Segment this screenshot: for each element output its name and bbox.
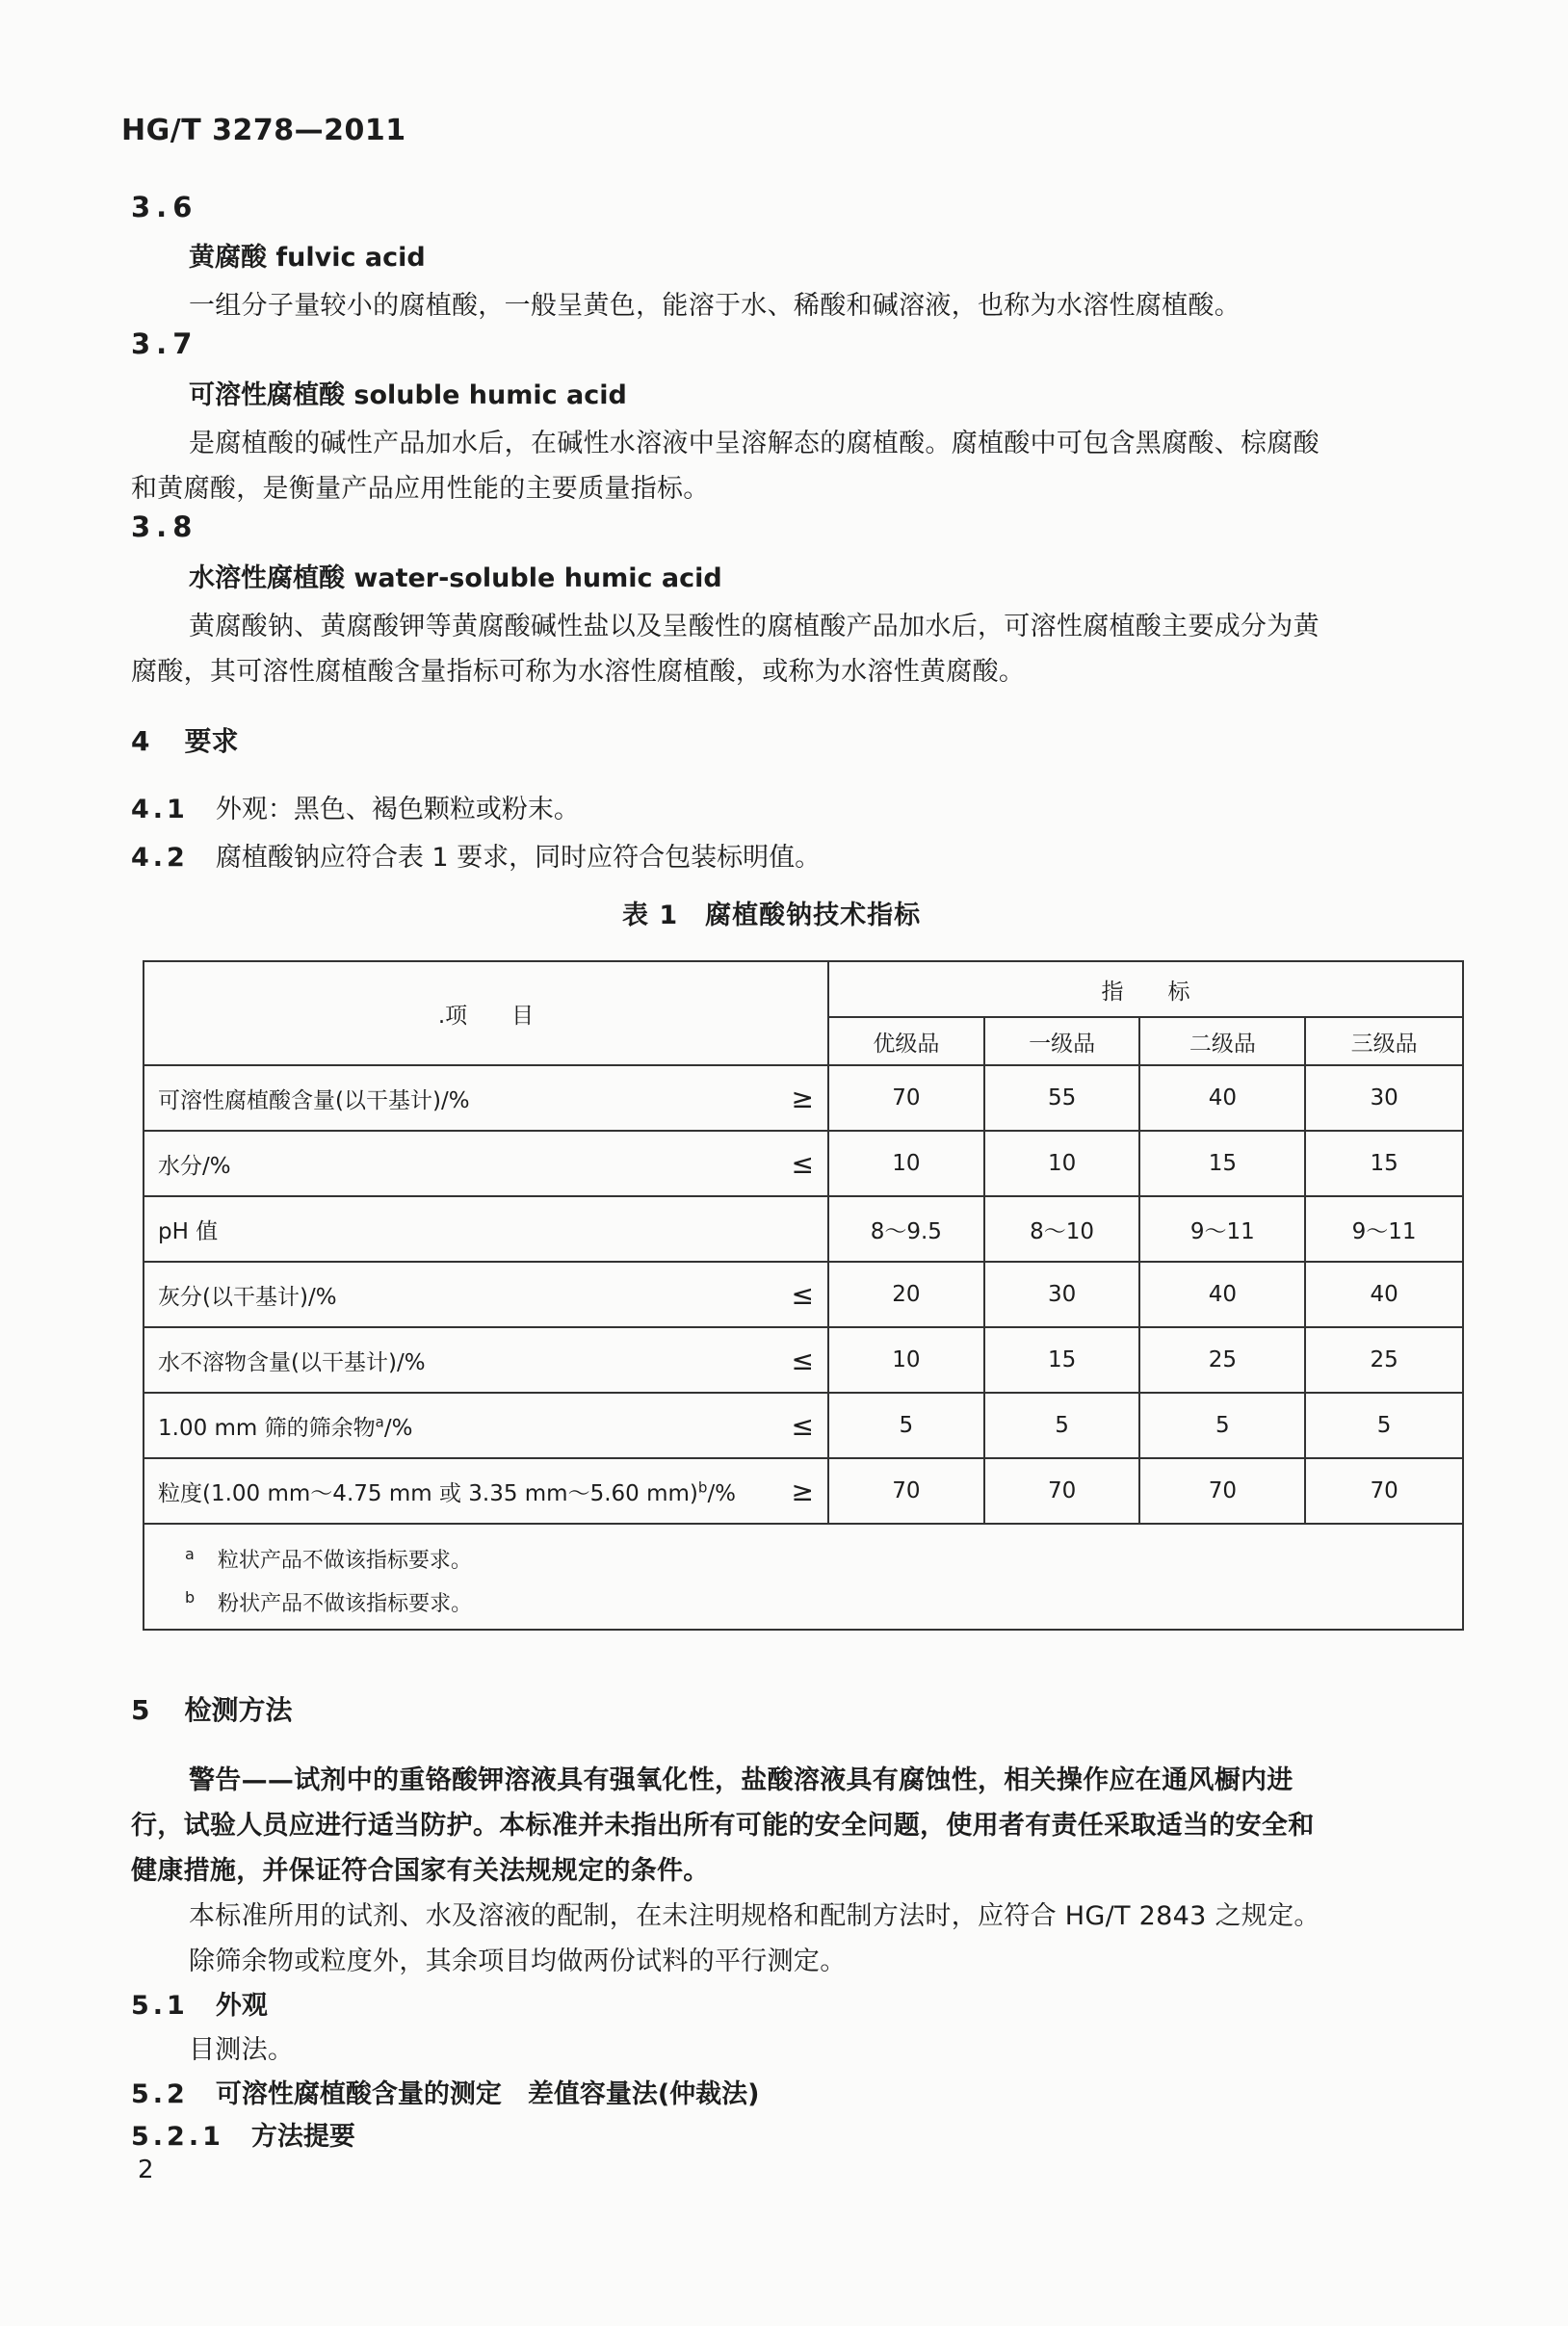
item-label: [158, 1083, 470, 1114]
grade-header-second: 二级品: [1139, 1017, 1305, 1065]
section-number-3-6: 3.6: [131, 191, 198, 223]
section-5-heading: [131, 1689, 293, 1728]
definition-water-soluble-humic-acid-line1: 黄腐酸钠、黄腐酸钾等黄腐酸碱性盐以及呈酸性的腐植酸产品加水后，可溶性腐植酸主要成分为黄: [189, 612, 1320, 641]
value-cell: 15: [984, 1327, 1140, 1393]
item-label-text: 粒度(1.00 mm～4.75 mm 或 3.35 mm～5.60 mm): [158, 1480, 698, 1506]
item-column-header: .项 目: [144, 961, 828, 1065]
table-footnote-row: [144, 1524, 1463, 1630]
value-cell: 30: [984, 1262, 1140, 1327]
item-cell-content: [158, 1083, 827, 1114]
item-cell: [144, 1131, 828, 1196]
value-cell: 40: [1139, 1065, 1305, 1131]
table-body: [144, 1065, 1463, 1524]
item-cell: [144, 1393, 828, 1458]
value-cell: 9～11: [1305, 1196, 1463, 1262]
value-cell: 30: [1305, 1065, 1463, 1131]
term-fulvic-acid: 黄腐酸 fulvic acid: [189, 243, 426, 273]
item-label-text: 1.00 mm 筛的筛余物: [158, 1415, 376, 1441]
item-cell-content: [158, 1410, 827, 1442]
item-label: [158, 1148, 231, 1180]
item-cell-content: [158, 1214, 827, 1245]
footnote-mark-a: a: [185, 1544, 195, 1563]
value-cell: 55: [984, 1065, 1140, 1131]
comparison-symbol: ≤: [791, 1147, 814, 1180]
item-unit: /%: [707, 1480, 737, 1506]
clause-5-2-1-heading: [131, 2115, 355, 2153]
comparison-symbol: ≤: [791, 1409, 814, 1442]
value-cell: 10: [828, 1327, 984, 1393]
value-cell: 25: [1139, 1327, 1305, 1393]
value-cell: 15: [1139, 1131, 1305, 1196]
table-row: [144, 1327, 1463, 1393]
item-cell-content: [158, 1148, 827, 1180]
value-cell: 5: [984, 1393, 1140, 1458]
clause-5-1-text: 目测法。: [189, 2035, 295, 2065]
value-cell: 40: [1305, 1262, 1463, 1327]
table-row: [144, 1393, 1463, 1458]
table-row: [144, 1196, 1463, 1262]
section-4-title: 要求: [184, 725, 239, 757]
clause-number-5-1: 5.1: [131, 1991, 189, 2021]
definition-fulvic-acid: 一组分子量较小的腐植酸，一般呈黄色，能溶于水、稀酸和碱溶液，也称为水溶性腐植酸。: [189, 291, 1241, 321]
definition-soluble-humic-acid-line1: 是腐植酸的碱性产品加水后，在碱性水溶液中呈溶解态的腐植酸。腐植酸中可包含黑腐酸、棕腐酸: [189, 429, 1320, 458]
value-cell: 5: [1139, 1393, 1305, 1458]
item-cell: [144, 1196, 828, 1262]
item-label: [158, 1476, 736, 1507]
value-cell: 10: [984, 1131, 1140, 1196]
value-cell: 40: [1139, 1262, 1305, 1327]
value-cell: 15: [1305, 1131, 1463, 1196]
comparison-symbol: ≥: [791, 1082, 814, 1114]
table-footnotes: [144, 1524, 1463, 1630]
item-label-text: 可溶性腐植酸含量(以干基计)/%: [158, 1087, 470, 1113]
item-label: [158, 1279, 337, 1311]
footnote-a-text: 粒状产品不做该指标要求。: [217, 1549, 472, 1573]
item-cell-content: [158, 1279, 827, 1311]
index-column-header: 指 标: [828, 961, 1463, 1017]
section-5-title: 检测方法: [184, 1694, 293, 1726]
item-cell: [144, 1458, 828, 1524]
grade-header-third: 三级品: [1305, 1017, 1463, 1065]
item-footnote-mark: b: [697, 1477, 708, 1496]
grade-header-first: 一级品: [984, 1017, 1140, 1065]
item-label-text: pH 值: [158, 1218, 219, 1244]
technical-index-table: [143, 960, 1464, 1631]
term-soluble-humic-acid: 可溶性腐植酸 soluble humic acid: [189, 380, 627, 410]
footnote-mark-b: b: [185, 1587, 196, 1607]
clause-5-2-title: 可溶性腐植酸含量的测定 差值容量法(仲裁法): [215, 2079, 760, 2109]
item-label-text: 水不溶物含量(以干基计)/%: [158, 1349, 426, 1375]
section-number-5: 5: [131, 1694, 150, 1726]
item-cell-content: [158, 1345, 827, 1376]
clause-number-5-2: 5.2: [131, 2079, 189, 2109]
value-cell: 70: [1139, 1458, 1305, 1524]
value-cell: 5: [828, 1393, 984, 1458]
clause-4-2-text: 腐植酸钠应符合表 1 要求，同时应符合包装标明值。: [215, 843, 822, 873]
value-cell: 70: [828, 1458, 984, 1524]
value-cell: 5: [1305, 1393, 1463, 1458]
grade-header-premium: 优级品: [828, 1017, 984, 1065]
section-number-4: 4: [131, 725, 150, 757]
section-number-3-7: 3.7: [131, 327, 198, 360]
footnote-a: [185, 1544, 1462, 1574]
clause-4-2: [131, 836, 821, 874]
table-row: [144, 1065, 1463, 1131]
table-row: [144, 1458, 1463, 1524]
section-number-3-8: 3.8: [131, 510, 198, 543]
value-cell: 10: [828, 1131, 984, 1196]
value-cell: 70: [984, 1458, 1140, 1524]
clause-number-4-2: 4.2: [131, 843, 189, 873]
item-label: [158, 1345, 426, 1376]
value-cell: 70: [1305, 1458, 1463, 1524]
table-row: [144, 1131, 1463, 1196]
standard-code-header: HG/T 3278—2011: [121, 114, 406, 147]
comparison-symbol: ≤: [791, 1278, 814, 1311]
footnote-b-text: 粉状产品不做该指标要求。: [218, 1592, 473, 1616]
section-4-heading: [131, 720, 239, 759]
clause-number-4-1: 4.1: [131, 795, 189, 824]
definition-soluble-humic-acid-line2: 和黄腐酸，是衡量产品应用性能的主要质量指标。: [131, 474, 710, 504]
clause-5-1-title: 外观: [215, 1991, 268, 2021]
item-cell: [144, 1065, 828, 1131]
footnote-b: [185, 1587, 1462, 1617]
clause-number-5-2-1: 5.2.1: [131, 2122, 224, 2152]
item-label: [158, 1214, 218, 1245]
item-label: [158, 1410, 412, 1442]
clause-4-1: [131, 788, 580, 825]
value-cell: 25: [1305, 1327, 1463, 1393]
comparison-symbol: ≤: [791, 1344, 814, 1376]
definition-water-soluble-humic-acid-line2: 腐酸，其可溶性腐植酸含量指标可称为水溶性腐植酸，或称为水溶性黄腐酸。: [131, 657, 1026, 687]
clause-4-1-text: 外观：黑色、褐色颗粒或粉末。: [215, 795, 580, 824]
item-label-text: 灰分(以干基计)/%: [158, 1284, 337, 1310]
clause-5-1-heading: [131, 1984, 268, 2022]
value-cell: 70: [828, 1065, 984, 1131]
item-label-text: 水分/%: [158, 1153, 231, 1179]
table-caption: 表 1 腐植酸钠技术指标: [622, 901, 922, 930]
clause-5-2-heading: [131, 2073, 760, 2110]
item-footnote-mark: a: [375, 1412, 384, 1430]
warning-line3: 健康措施，并保证符合国家有关法规规定的条件。: [131, 1856, 710, 1886]
item-cell-content: [158, 1476, 827, 1507]
warning-line2: 行，试验人员应进行适当防护。本标准并未指出所有可能的安全问题，使用者有责任采取适当的安全和: [131, 1811, 1315, 1841]
clause-5-2-1-title: 方法提要: [250, 2122, 355, 2152]
value-cell: 8～10: [984, 1196, 1140, 1262]
page-number: 2: [138, 2156, 154, 2184]
term-water-soluble-humic-acid: 水溶性腐植酸 water-soluble humic acid: [189, 563, 722, 593]
warning-line1: 警告——试剂中的重铬酸钾溶液具有强氧化性，盐酸溶液具有腐蚀性，相关操作应在通风橱内进: [189, 1765, 1294, 1795]
item-cell: [144, 1262, 828, 1327]
table-header-row: [144, 961, 1463, 1017]
paragraph-reagents: 本标准所用的试剂、水及溶液的配制，在未注明规格和配制方法时，应符合 HG/T 2843 之规定。: [189, 1901, 1320, 1931]
value-cell: 8～9.5: [828, 1196, 984, 1262]
paragraph-parallel-test: 除筛余物或粒度外，其余项目均做两份试料的平行测定。: [189, 1947, 847, 1976]
value-cell: 20: [828, 1262, 984, 1327]
item-unit: /%: [383, 1415, 413, 1441]
table-row: [144, 1262, 1463, 1327]
item-cell: [144, 1327, 828, 1393]
comparison-symbol: ≥: [791, 1475, 814, 1507]
value-cell: 9～11: [1139, 1196, 1305, 1262]
